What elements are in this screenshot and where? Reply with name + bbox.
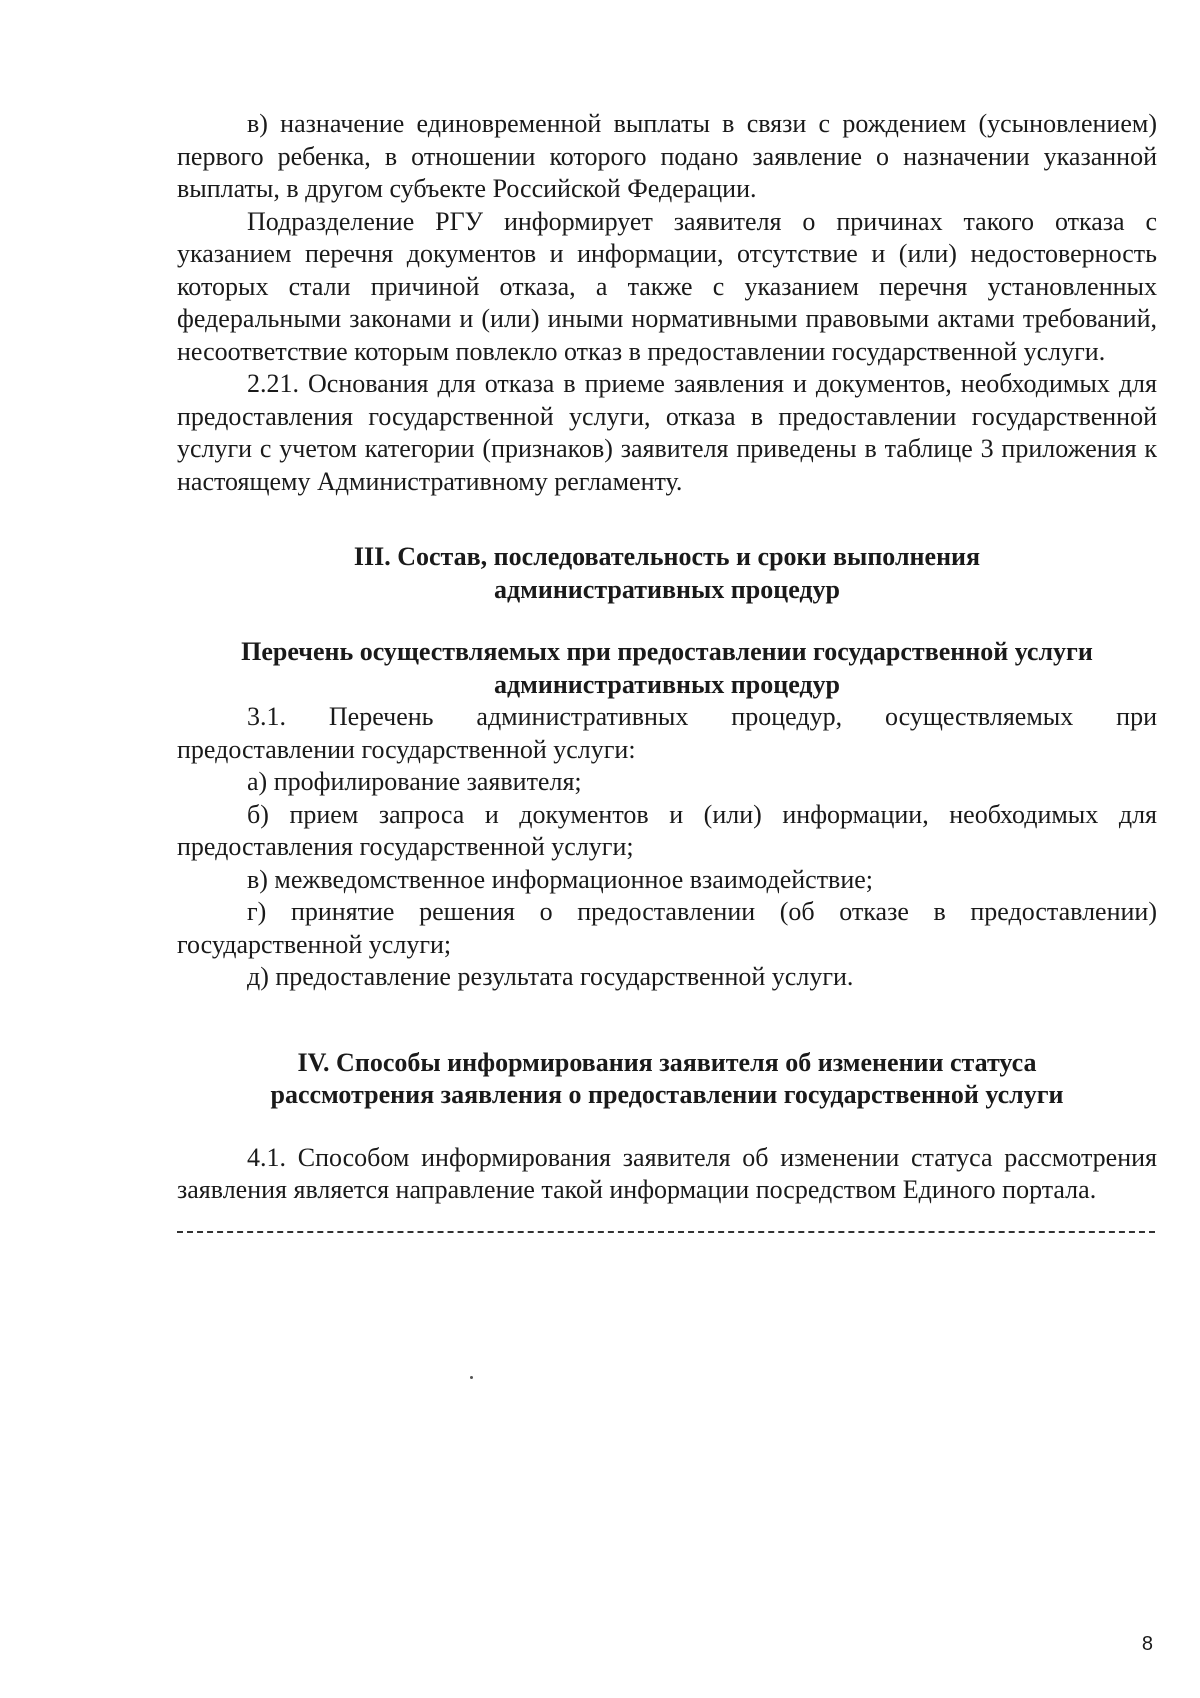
document-page	[177, 108, 1157, 1233]
list-item-d: д) предоставление результата государственной услуги.	[247, 962, 854, 991]
paragraph-3-1: 3.1. Перечень административных процедур, осуществляемых при предоставлении государственной услуги:	[177, 702, 1157, 764]
paragraph-4-1: 4.1. Способом информирования заявителя об изменении статуса рассмотрения заявления является направление такой информации посредством Единого портала.	[177, 1142, 1157, 1204]
list-item-a: а) профилирование заявителя;	[247, 767, 582, 796]
section-4-heading	[177, 1047, 1157, 1112]
scan-speck	[470, 1376, 473, 1379]
list-item-v: в) межведомственное информационное взаимодействие;	[247, 864, 874, 894]
section-3-subheading	[177, 636, 1157, 701]
section-3-heading	[177, 541, 1157, 606]
section-3-heading-line2: административных процедур	[493, 574, 841, 604]
paragraph-refusal-item-v: в) назначение единовременной выплаты в связи с рождением (усыновлением) первого ребенка, в отношении которого подано заявление о назначении указанной выплаты, в другом субъекте Российской Федерации.	[177, 109, 1157, 203]
page-number: 8	[1141, 1633, 1153, 1655]
section-3-subheading-line1: Перечень осуществляемых при предоставлении государственной услуги	[241, 637, 1093, 666]
section-4-heading-line2: рассмотрения заявления о предоставлении государственной услуги	[270, 1080, 1064, 1109]
section-4-heading-line1: IV. Способы информирования заявителя об изменении статуса	[297, 1047, 1037, 1077]
dashed-separator	[177, 1231, 1155, 1233]
section-3-subheading-line2: административных процедур	[493, 669, 841, 699]
list-item-g: г) принятие решения о предоставлении (об отказе в предоставлении) государственной услуги;	[177, 897, 1157, 959]
paragraph-2-21: 2.21. Основания для отказа в приеме заявления и документов, необходимых для предоставления государственной услуги, отказа в предоставлении государственной услуги с учетом категории (признаков) заявителя приведены в таблице 3 приложения к настоящему Административному регламенту.	[177, 369, 1157, 496]
paragraph-rgu-informs: Подразделение РГУ информирует заявителя о причинах такого отказа с указанием перечня документов и информации, отсутствие и (или) недостоверность которых стали причиной отказа, а также с указанием перечня установленных федеральными законами и (или) иными нормативными правовыми актами требований, несоответствие которым повлекло отказ в предоставлении государственной услуги.	[177, 206, 1157, 366]
section-3-heading-line1: III. Состав, последовательность и сроки выполнения	[353, 542, 981, 571]
list-item-b: б) прием запроса и документов и (или) информации, необходимых для предоставления государственной услуги;	[177, 799, 1157, 861]
